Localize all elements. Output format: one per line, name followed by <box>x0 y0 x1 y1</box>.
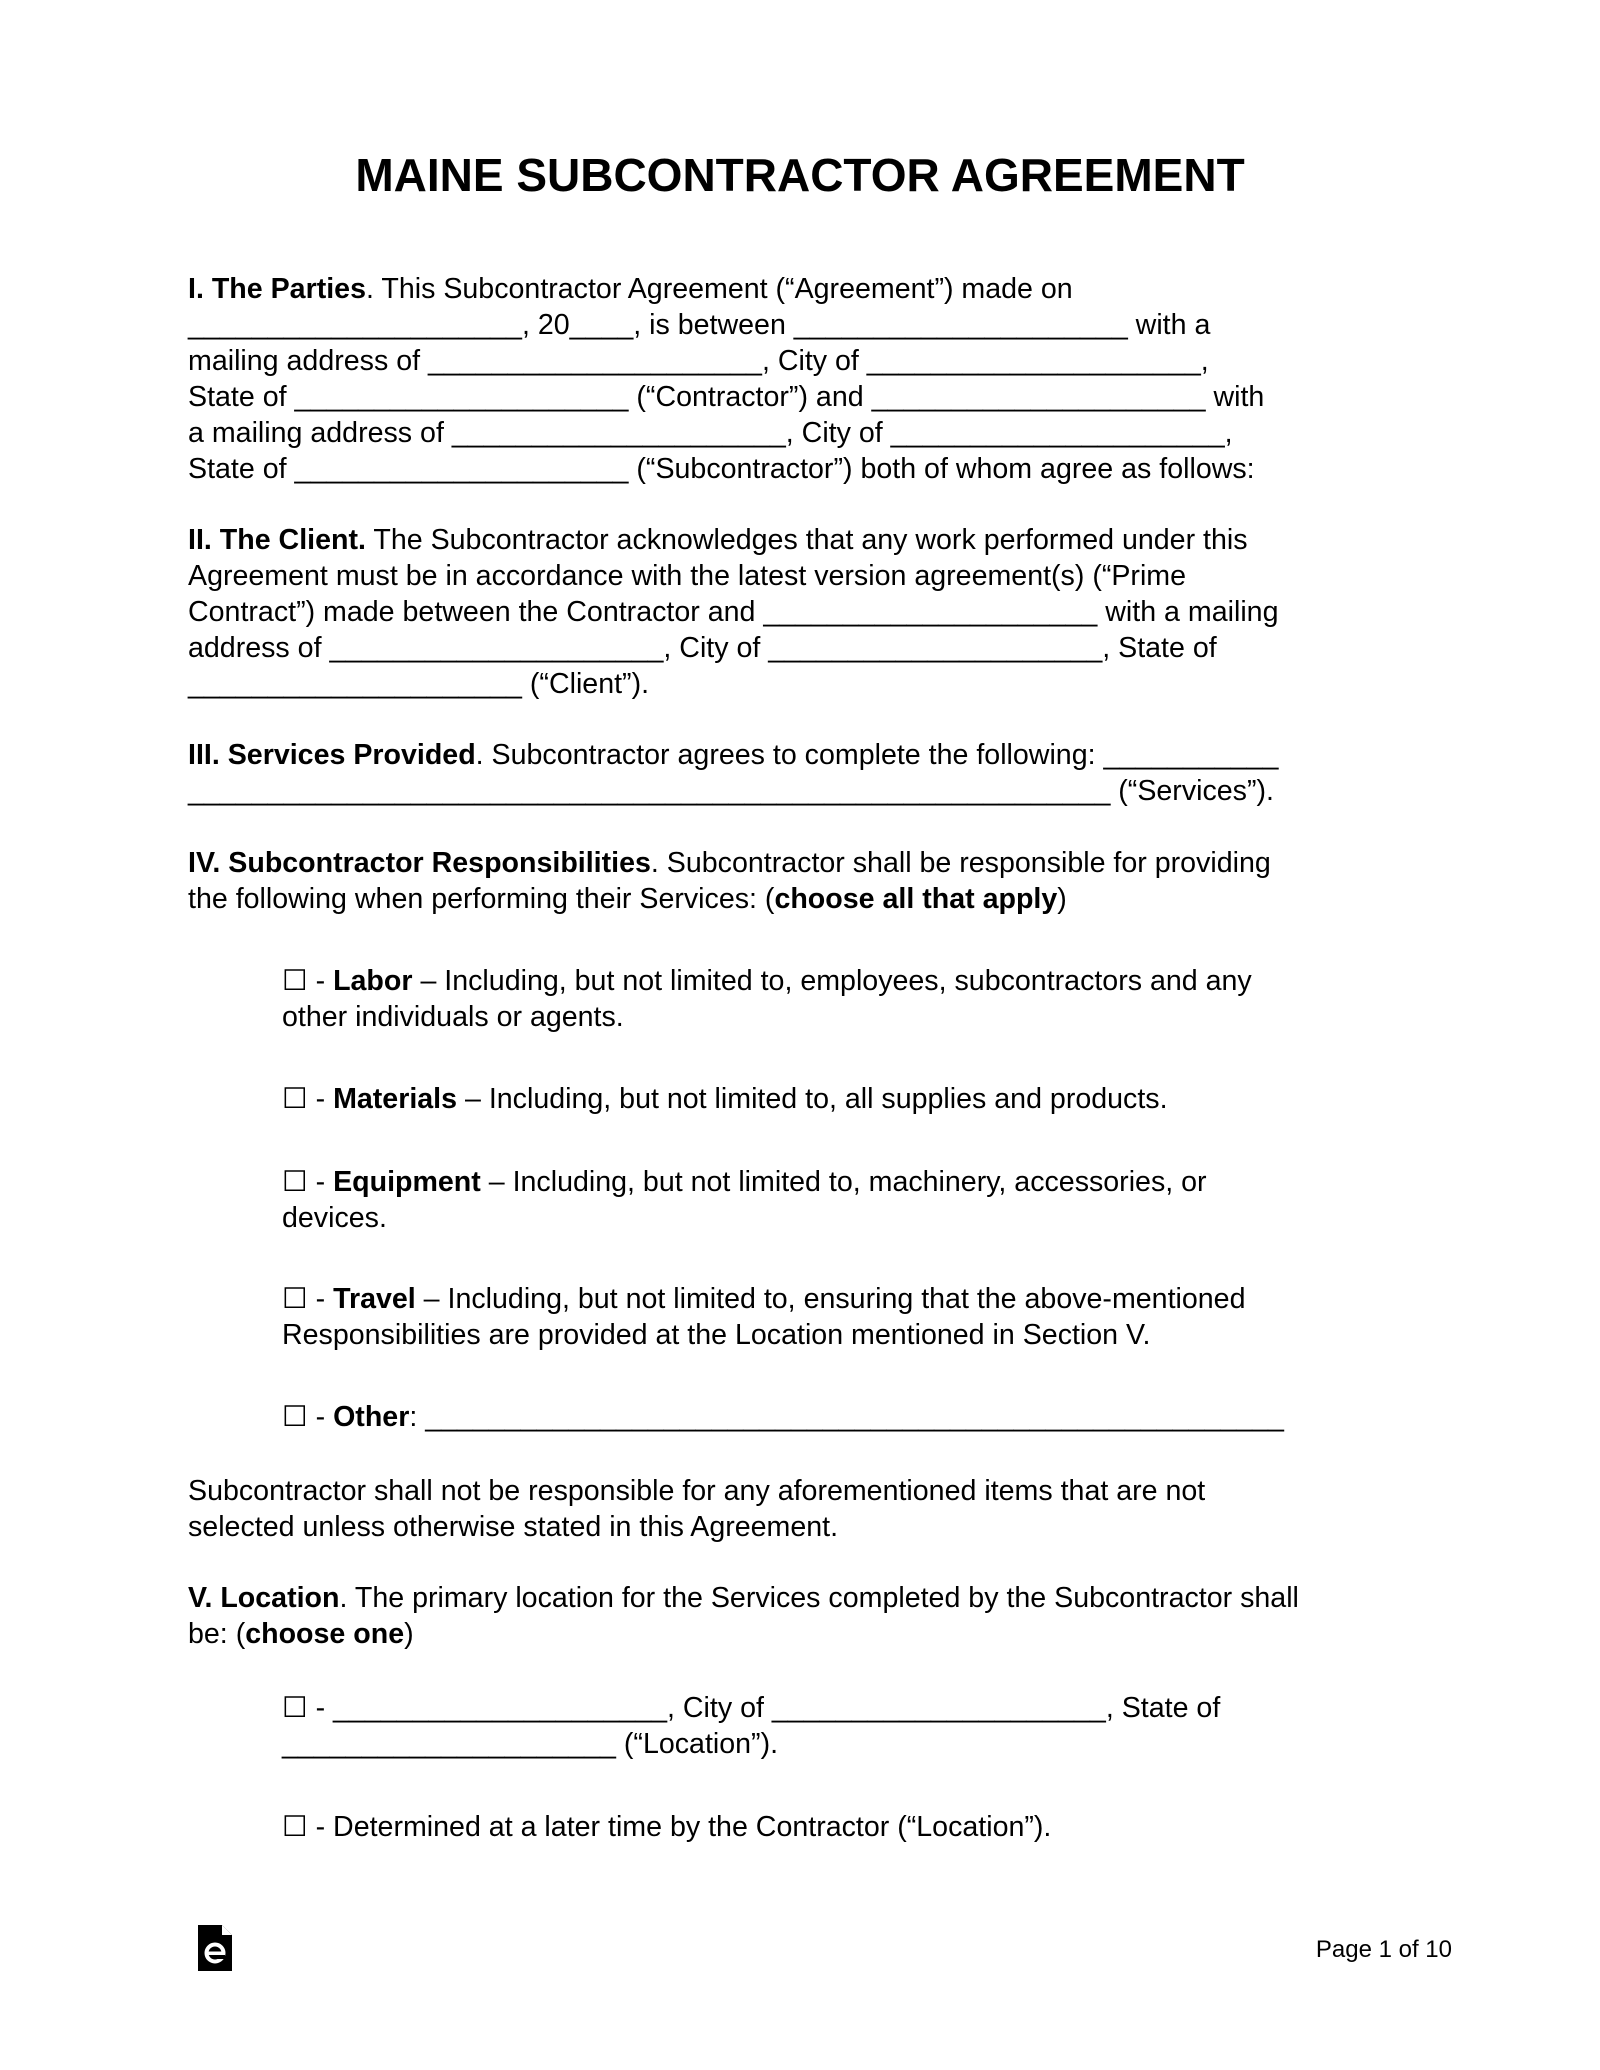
section-client <box>188 522 1428 702</box>
section-location-heading: V. Location <box>188 1582 340 1614</box>
section-client-line: Agreement must be in accordance with the latest version agreement(s) (“Prime <box>188 560 1187 592</box>
checkbox-equipment[interactable]: ☐ <box>282 1166 308 1198</box>
section-client-line: II. The Client. The Subcontractor acknowledges that any work performed under this <box>188 524 1248 556</box>
checkbox-location-later[interactable]: ☐ <box>282 1811 308 1843</box>
section-services-line: III. Services Provided. Subcontractor agrees to complete the following: ___________ <box>188 739 1279 771</box>
section-parties <box>188 271 1428 487</box>
section-services-heading: III. Services Provided <box>188 739 476 771</box>
section-client-heading: II. The Client. <box>188 524 366 556</box>
section-parties-line: State of _____________________ (“Subcontractor”) both of whom agree as follows: <box>188 453 1255 485</box>
checkbox-travel[interactable]: ☐ <box>282 1283 308 1315</box>
option-materials: ☐ - Materials – Including, but not limited to, all supplies and products. <box>282 1083 1168 1115</box>
section-responsibilities-heading: IV. Subcontractor Responsibilities <box>188 847 651 879</box>
section-parties-line: a mailing address of _____________________, City of _____________________, <box>188 417 1233 449</box>
checkbox-materials[interactable]: ☐ <box>282 1083 308 1115</box>
location-option-address: ☐ - _____________________, City of _____________________, State of _____________________ (“Location”). <box>282 1692 1221 1760</box>
checkbox-location-address[interactable]: ☐ <box>282 1692 308 1724</box>
option-labor: ☐ - Labor – Including, but not limited to, employees, subcontractors and any other individuals or agents. <box>282 965 1252 1033</box>
document-title: MAINE SUBCONTRACTOR AGREEMENT <box>355 149 1245 201</box>
location-option-later: ☐ - Determined at a later time by the Contractor (“Location”). <box>282 1811 1052 1843</box>
responsibilities-note: Subcontractor shall not be responsible for any aforementioned items that are not selected unless otherwise stated in this Agreement. <box>188 1475 1206 1543</box>
option-travel: ☐ - Travel – Including, but not limited to, ensuring that the above-mentioned Responsibilities are provided at the Location mentioned in Section V. <box>282 1283 1246 1351</box>
section-location-line: V. Location. The primary location for the Services completed by the Subcontractor shall <box>188 1582 1299 1614</box>
section-parties-line: I. The Parties. This Subcontractor Agreement (“Agreement”) made on <box>188 273 1073 305</box>
esign-logo-icon <box>196 1922 234 1974</box>
section-location <box>188 1580 1428 1652</box>
section-services-line: __________________________________________________________ (“Services”). <box>188 775 1274 807</box>
section-client-line: Contract”) made between the Contractor and _____________________ with a mailing <box>188 596 1279 628</box>
section-client-line: address of _____________________, City of _____________________, State of <box>188 632 1217 664</box>
section-responsibilities <box>188 845 1428 917</box>
section-responsibilities-line: the following when performing their Services: (choose all that apply) <box>188 883 1067 915</box>
section-parties-heading: I. The Parties <box>188 273 366 305</box>
option-label: Travel <box>333 1283 416 1315</box>
section-parties-line: mailing address of _____________________, City of _____________________, <box>188 345 1209 377</box>
section-parties-line: State of _____________________ (“Contractor”) and _____________________ with <box>188 381 1265 413</box>
option-other: ☐ - Other: ______________________________________________________ <box>282 1401 1284 1433</box>
section-responsibilities-line: IV. Subcontractor Responsibilities. Subcontractor shall be responsible for providing <box>188 847 1271 879</box>
section-location-line: be: (choose one) <box>188 1618 414 1650</box>
page-number: Page 1 of 10 <box>1315 1936 1452 1963</box>
checkbox-labor[interactable]: ☐ <box>282 965 308 997</box>
option-label: Other <box>333 1401 410 1433</box>
option-label: Materials <box>333 1083 458 1115</box>
section-client-line: _____________________ (“Client”). <box>188 668 650 700</box>
option-label: Equipment <box>333 1166 481 1198</box>
checkbox-other[interactable]: ☐ <box>282 1401 308 1433</box>
section-parties-line: _____________________, 20____, is between _____________________ with a <box>188 309 1211 341</box>
option-label: Labor <box>333 965 413 997</box>
section-services <box>188 737 1428 809</box>
option-equipment: ☐ - Equipment – Including, but not limited to, machinery, accessories, or devices. <box>282 1166 1207 1234</box>
